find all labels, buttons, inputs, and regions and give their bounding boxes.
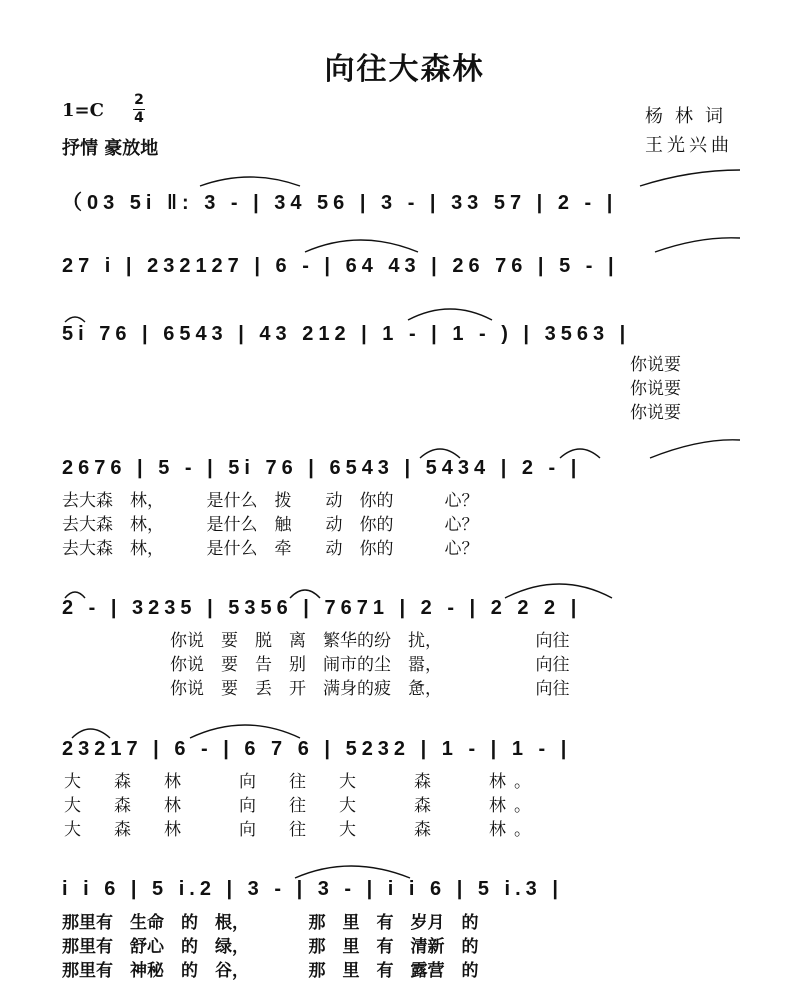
lyric-r4-2: 去大森 林， 是什么 触 动 你的 心？	[62, 515, 479, 535]
lyric-r5-3: 你说 要 丢 开 满身的疲 惫， 向往	[170, 679, 570, 699]
staff-row-7: i i 6 | 5 i.2 | 3 - | 3 - | i i 6 | 5 i.3 |	[62, 878, 563, 900]
slur	[650, 440, 740, 458]
staff-row-2: 27 i | 232127 | 6 - | 64 43 | 26 76 | 5 - |	[62, 255, 619, 277]
composer: 王光兴曲	[645, 135, 733, 156]
lyric-r4-3: 去大森 林， 是什么 牵 动 你的 心？	[62, 539, 479, 559]
time-top: 2	[134, 92, 144, 108]
staff-row-5: 2 - | 3235 | 5356 | 7671 | 2 - | 2 2 2 |	[62, 597, 582, 619]
song-title: 向往大森林	[324, 52, 485, 87]
slur	[505, 584, 612, 598]
slur	[200, 177, 300, 186]
lyric-r6-2: 大 森 林 向 往 大 森 林。	[64, 796, 539, 816]
lyric-r3-2: 你说要	[630, 379, 681, 399]
lyric-r6-1: 大 森 林 向 往 大 森 林。	[64, 772, 539, 792]
lyric-r6-3: 大 森 林 向 往 大 森 林。	[64, 820, 539, 840]
slur	[72, 729, 110, 738]
lyric-r7-1: 那里有 生命 的 根， 那 里 有 岁月 的	[62, 913, 479, 933]
time-bottom: 4	[134, 110, 144, 126]
staff-row-4: 2676 | 5 - | 5i 76 | 6543 | 5434 | 2 - |	[62, 457, 582, 479]
slur	[640, 170, 740, 186]
lyric-r3-3: 你说要	[630, 403, 681, 423]
lyric-r3-1: 你说要	[630, 355, 681, 375]
lyricist: 杨林词	[645, 106, 735, 127]
slur	[295, 866, 410, 878]
slur	[190, 725, 300, 738]
slur	[655, 238, 740, 252]
staff-row-1: （03 5i ‖: 3 - | 34 56 | 3 - | 33 57 | 2 - |	[62, 192, 618, 214]
lyric-r7-3: 那里有 神秘 的 谷， 那 里 有 露营 的	[62, 961, 479, 981]
lyric-r5-1: 你说 要 脱 离 繁华的纷 扰， 向往	[170, 631, 570, 651]
slur	[65, 317, 85, 322]
slur	[305, 240, 418, 252]
lyric-r5-2: 你说 要 告 别 闹市的尘 嚣， 向往	[170, 655, 570, 675]
lyric-r4-1: 去大森 林， 是什么 拨 动 你的 心？	[62, 491, 479, 511]
tempo-mood: 抒情 豪放地	[62, 138, 159, 159]
time-signature	[133, 93, 145, 126]
key-signature: 1=C	[62, 100, 104, 121]
lyric-r7-2: 那里有 舒心 的 绿， 那 里 有 清新 的	[62, 937, 479, 957]
staff-row-3: 5i 76 | 6543 | 43 212 | 1 - | 1 - ) | 3563 |	[62, 323, 631, 345]
staff-row-6: 23217 | 6 - | 6 7 6 | 5232 | 1 - | 1 - |	[62, 738, 572, 760]
slur	[408, 309, 492, 320]
